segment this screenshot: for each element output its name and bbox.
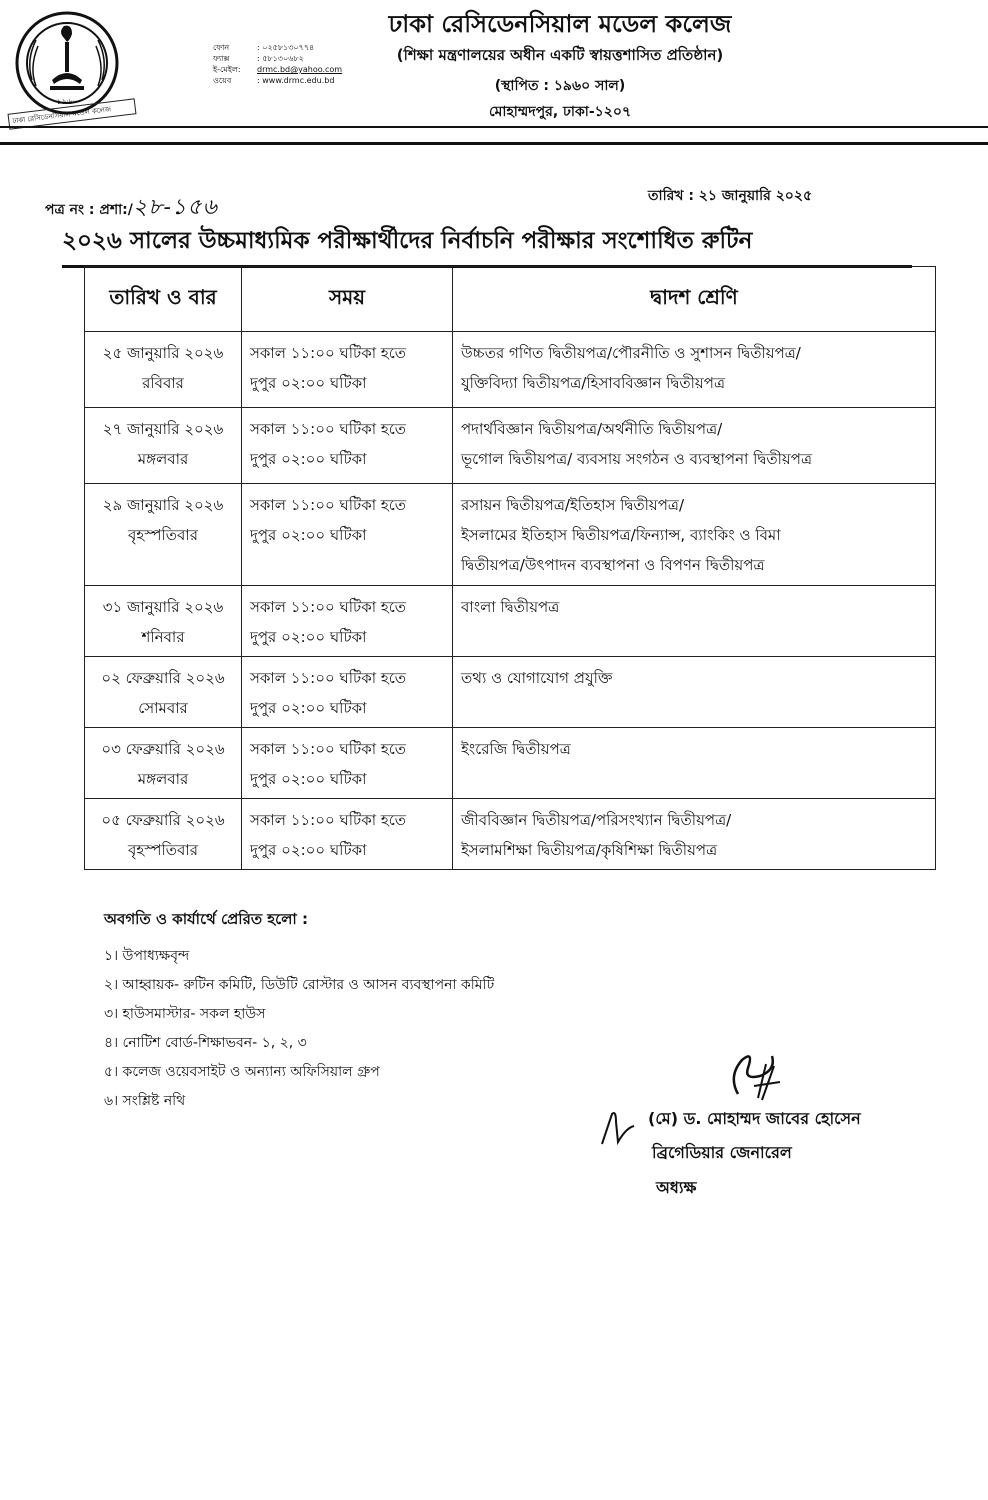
table-row	[85, 484, 936, 586]
subject-cell: বাংলা দ্বিতীয়পত্র	[453, 586, 936, 657]
time-cell: সকাল ১১:০০ ঘটিকা হতে দুপুর ০২:০০ ঘটিকা	[242, 799, 453, 870]
table-header-row	[85, 267, 936, 332]
date-cell: ০২ ফেব্রুয়ারি ২০২৬ সোমবার	[85, 657, 242, 728]
column-header-time: সময়	[242, 267, 453, 332]
column-header-subjects: দ্বাদশ শ্রেণি	[453, 267, 936, 332]
table-row	[85, 332, 936, 408]
time-cell: সকাল ১১:০০ ঘটিকা হতে দুপুর ০২:০০ ঘটিকা	[242, 657, 453, 728]
memo-handwritten-number: ২৮-১৫৬	[132, 195, 218, 220]
time-cell: সকাল ১১:০০ ঘটিকা হতে দুপুর ০২:০০ ঘটিকা	[242, 728, 453, 799]
distribution-list	[104, 942, 494, 1116]
list-item: ৩। হাউসমাস্টার- সকল হাউস	[104, 1006, 266, 1022]
list-item: ২। আহ্বায়ক- রুটিন কমিটি, ডিউটি রোস্টার ও আসন ব্যবস্থাপনা কমিটি	[104, 977, 495, 993]
contact-block	[213, 42, 342, 86]
header-divider	[0, 126, 988, 128]
column-header-date: তারিখ ও বার	[85, 267, 242, 332]
college-address: মোহাম্মদপুর, ঢাকা-১২০৭	[488, 104, 632, 120]
time-cell: সকাল ১১:০০ ঘটিকা হতে দুপুর ০২:০০ ঘটিকা	[242, 408, 453, 484]
table-row	[85, 408, 936, 484]
date-cell: ২৯ জানুয়ারি ২০২৬ বৃহস্পতিবার	[85, 484, 242, 586]
time-cell: সকাল ১১:০০ ঘটিকা হতে দুপুর ০২:০০ ঘটিকা	[242, 332, 453, 408]
time-cell: সকাল ১১:০০ ঘটিকা হতে দুপুর ০২:০০ ঘটিকা	[242, 484, 453, 586]
date-cell: ০৫ ফেব্রুয়ারি ২০২৬ বৃহস্পতিবার	[85, 799, 242, 870]
college-subtitle: (শিক্ষা মন্ত্রণালয়ের অধীন একটি স্বায়ত্তশাসিত প্রতিষ্ঠান)	[396, 46, 724, 64]
subject-cell: পদার্থবিজ্ঞান দ্বিতীয়পত্র/অর্থনীতি দ্বিতীয়পত্র/ ভূগোল দ্বিতীয়পত্র/ ব্যবসায় সংগঠন ও ব্যবস্থাপনা দ্বিতীয়পত্র	[453, 408, 936, 484]
college-name: ঢাকা রেসিডেনসিয়াল মডেল কলেজ	[388, 10, 732, 38]
contact-email: ই-মেইল: drmc.bd@yahoo.com	[213, 65, 343, 74]
distribution-title: অবগতি ও কার্যার্থে প্রেরিত হলো :	[104, 910, 308, 928]
college-established: (স্থাপিত : ১৯৬০ সাল)	[494, 78, 626, 94]
contact-web: ওয়েব : www.drmc.edu.bd	[213, 76, 335, 85]
svg-text:১৯৬০: ১৯৬০	[56, 97, 78, 106]
contact-fax: ফ্যাক্স : ৫৮১৩০৬৮২	[213, 54, 304, 63]
exam-routine-table	[84, 266, 936, 870]
signature-scrawl	[596, 1108, 656, 1148]
contact-phone: ফোন : ০২৫৮১৩০৭৭৪	[213, 43, 315, 52]
signatory-name: (মে) ড. মোহাম্মদ জাবের হোসেন	[648, 1109, 861, 1128]
date-cell: ০৩ ফেব্রুয়ারি ২০২৬ মঙ্গলবার	[85, 728, 242, 799]
memo-date: তারিখ : ২১ জানুয়ারি ২০২৫	[648, 188, 813, 204]
subject-cell: উচ্চতর গণিত দ্বিতীয়পত্র/পৌরনীতি ও সুশাসন দ্বিতীয়পত্র/ যুক্তিবিদ্যা দ্বিতীয়পত্র/হিসাববিজ্ঞান দ্বিতীয়পত্র	[453, 332, 936, 408]
subject-cell: জীববিজ্ঞান দ্বিতীয়পত্র/পরিসংখ্যান দ্বিতীয়পত্র/ ইসলামশিক্ষা দ্বিতীয়পত্র/কৃষিশিক্ষা দ্বিতীয়পত্র	[453, 799, 936, 870]
signatory-position: অধ্যক্ষ	[656, 1178, 697, 1197]
list-item: ৪। নোটিশ বোর্ড-শিক্ষাভবন- ১, ২, ৩	[104, 1035, 307, 1051]
subject-cell: ইংরেজি দ্বিতীয়পত্র	[453, 728, 936, 799]
subject-cell: তথ্য ও যোগাযোগ প্রযুক্তি	[453, 657, 936, 728]
subject-cell: রসায়ন দ্বিতীয়পত্র/ইতিহাস দ্বিতীয়পত্র/ ইসলামের ইতিহাস দ্বিতীয়পত্র/ফিন্যান্স, ব্যাংকিং ও বিমা দ্বিতীয়পত্র/উৎপাদন ব্যবস্থাপনা ও বিপণন দ্বিতীয়পত্র	[453, 484, 936, 586]
table-row	[85, 728, 936, 799]
signature-mark	[718, 1046, 798, 1104]
table-row	[85, 586, 936, 657]
list-item: ৫। কলেজ ওয়েবসাইট ও অন্যান্য অফিসিয়াল গ্রুপ	[104, 1064, 380, 1080]
table-row	[85, 799, 936, 870]
header-divider-thick	[0, 142, 988, 145]
logo-caption: ঢাকা রেসিডেনসিয়াল মডেল কলেজ	[8, 98, 137, 129]
signatory-rank: ব্রিগেডিয়ার জেনারেল	[652, 1143, 792, 1162]
memo-label: পত্র নং : প্রশা:/	[45, 202, 133, 218]
table-row	[85, 657, 936, 728]
date-cell: ৩১ জানুয়ারি ২০২৬ শনিবার	[85, 586, 242, 657]
list-item: ৬। সংশ্লিষ্ট নথি	[104, 1093, 186, 1109]
date-cell: ২৫ জানুয়ারি ২০২৬ রবিবার	[85, 332, 242, 408]
time-cell: সকাল ১১:০০ ঘটিকা হতে দুপুর ০২:০০ ঘটিকা	[242, 586, 453, 657]
list-item: ১। উপাধ্যক্ষবৃন্দ	[104, 948, 190, 964]
college-logo	[14, 10, 120, 116]
date-cell: ২৭ জানুয়ারি ২০২৬ মঙ্গলবার	[85, 408, 242, 484]
page-title: ২০২৬ সালের উচ্চমাধ্যমিক পরীক্ষার্থীদের নির্বাচনি পরীক্ষার সংশোধিত রুটিন	[62, 222, 912, 268]
